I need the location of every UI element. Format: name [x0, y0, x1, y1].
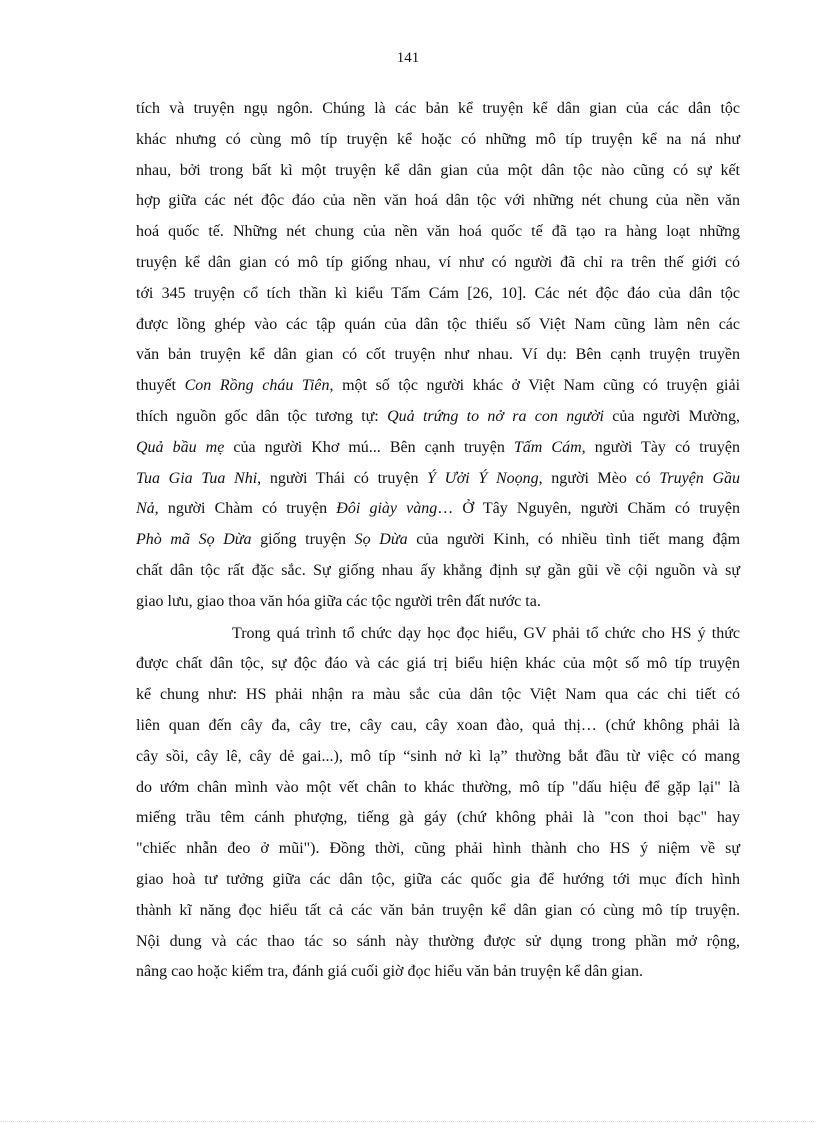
text-run: liên quan đến cây đa, cây tre, cây cau, cây xoan đào, quả thị… (chứ không phải là	[136, 716, 740, 734]
text-run: truyện kể dân gian có mô típ giống nhau, ví như có người đã chỉ ra trên thế giới có	[136, 253, 740, 271]
page-bottom-border	[0, 1121, 816, 1122]
text-line	[136, 896, 740, 927]
text-line	[136, 649, 740, 680]
text-line	[136, 156, 740, 187]
italic-title: Ý Ưởi Ý Noọng	[427, 469, 539, 487]
text-run: của người Mường,	[603, 407, 741, 425]
text-line	[136, 464, 740, 495]
text-run: , người Thái có truyện	[257, 469, 428, 487]
text-run: do ướm chân mình vào một vết chân to khác thường, mô típ "dấu hiệu để gặp lại" là	[136, 778, 740, 796]
text-run: nâng cao hoặc kiểm tra, đánh giá cuối giờ đọc hiểu văn bản truyện kể dân gian.	[136, 963, 643, 981]
text-line	[136, 94, 740, 125]
body-text	[136, 94, 740, 988]
text-line	[136, 834, 740, 865]
text-line	[136, 433, 740, 464]
text-line	[136, 340, 740, 371]
italic-title: Quả trứng to nở ra con người	[387, 407, 604, 425]
text-run: … Ở Tây Nguyên, người Chăm có truyện	[437, 500, 740, 518]
text-line	[136, 402, 740, 433]
text-run: thành kĩ năng đọc hiểu tất cả các văn bản truyện kể dân gian có cùng mô típ truyện.	[136, 901, 740, 919]
text-line	[136, 310, 740, 341]
italic-title: Truyện Gầu	[659, 469, 740, 487]
italic-title: Con Rồng cháu Tiên	[184, 377, 330, 395]
text-line	[136, 371, 740, 402]
text-run: nhau, bởi trong bất kì một truyện kể dân gian của một dân tộc nào cũng có sự kết	[136, 161, 740, 179]
text-line	[136, 680, 740, 711]
italic-title: Sọ Dừa	[354, 531, 408, 549]
text-run: tới 345 truyện cổ tích thần kì kiểu Tấm Cám [26, 10]. Các nét độc đáo của dân tộc	[136, 284, 740, 302]
text-line	[136, 711, 740, 742]
text-line	[136, 279, 740, 310]
text-run: giao hoà tư tưởng giữa các dân tộc, giữa các quốc gia để hướng tới mục đích hình	[136, 870, 740, 888]
text-line	[136, 803, 740, 834]
page-number: 141	[396, 50, 420, 66]
text-run: giống truyện	[251, 531, 355, 549]
text-run: "chiếc nhẫn đeo ở mũi"). Đồng thời, cũng phải hình thành cho HS ý niệm về sự	[136, 840, 740, 858]
text-run: chất dân tộc rất đặc sắc. Sự giống nhau ấy khẳng định sự gần gũi về cội nguồn và sự	[136, 561, 740, 579]
text-run: hợp giữa các nét độc đáo của nền văn hoá dân tộc với những nét chung của nền văn	[136, 192, 740, 210]
italic-title: Nả	[136, 500, 155, 518]
italic-title: Đôi giày vàng	[336, 500, 438, 518]
text-line	[136, 494, 740, 525]
text-line	[136, 865, 740, 896]
text-line	[136, 773, 740, 804]
text-run: khác nhưng có cùng mô típ truyện kể hoặc có những mô típ truyện kể na ná như	[136, 130, 740, 148]
text-run: cây sồi, cây lê, cây dẻ gai...), mô típ “sinh nở kì lạ” thường bắt đầu từ việc có mang	[136, 747, 740, 765]
paragraph-2	[136, 619, 740, 989]
text-line	[136, 587, 740, 618]
italic-title: Tấm Cám	[513, 438, 582, 456]
paragraph-1	[136, 94, 740, 618]
text-run: tích và truyện ngụ ngôn. Chúng là các bản kể truyện kể dân gian của các dân tộc	[136, 100, 740, 117]
text-run: của người Kinh, có nhiều tình tiết mang đậm	[407, 531, 741, 549]
text-run: , người Chàm có truyện	[154, 500, 337, 518]
italic-title: Phò mã Sọ Dừa	[136, 531, 252, 549]
text-line	[136, 927, 740, 958]
text-run: , người Mèo có	[538, 469, 660, 487]
text-run: được lồng ghép vào các tập quán của dân tộc thiểu số Việt Nam cũng làm nên các	[136, 315, 740, 333]
text-run: kể chung như: HS phải nhận ra màu sắc của dân tộc Việt Nam qua các chi tiết có	[136, 686, 740, 704]
text-run: Nội dung và các thao tác so sánh này thường được sử dụng trong phần mở rộng,	[136, 932, 740, 950]
text-line	[136, 525, 740, 556]
text-line	[136, 742, 740, 773]
text-line	[136, 217, 740, 248]
text-run: thuyết	[136, 377, 185, 395]
italic-title: Tua Gia Tua Nhi	[136, 469, 258, 487]
text-run: Trong quá trình tổ chức dạy học đọc hiểu, GV phải tổ chức cho HS ý thức	[232, 624, 740, 642]
text-run: giao lưu, giao thoa văn hóa giữa các tộc người trên đất nước ta.	[136, 592, 541, 610]
text-line	[136, 619, 740, 650]
text-run: thích nguồn gốc dân tộc tương tự:	[136, 407, 388, 425]
text-run: văn bản truyện kể dân gian có cốt truyện như nhau. Ví dụ: Bên cạnh truyện truyền	[136, 346, 740, 364]
text-run: được chất dân tộc, sự độc đáo và các giá trị biểu hiện khác của một số mô típ truyện	[136, 655, 740, 673]
text-run: , một số tộc người khác ở Việt Nam cũng có truyện giải	[329, 377, 741, 395]
text-line	[136, 248, 740, 279]
text-run: hoá quốc tế. Những nét chung của nền văn hoá quốc tế đã tạo ra hàng loạt những	[136, 223, 740, 241]
text-run: , người Tày có truyện	[581, 438, 741, 456]
text-line	[136, 186, 740, 217]
text-line	[136, 125, 740, 156]
text-line	[136, 556, 740, 587]
italic-title: Quả bầu mẹ	[136, 438, 225, 456]
text-run: của người Khơ mú... Bên cạnh truyện	[224, 438, 514, 456]
text-line	[136, 957, 740, 988]
text-run: miếng trầu têm cánh phượng, tiếng gà gáy (chứ không phải là "con thoi bạc" hay	[136, 809, 740, 827]
